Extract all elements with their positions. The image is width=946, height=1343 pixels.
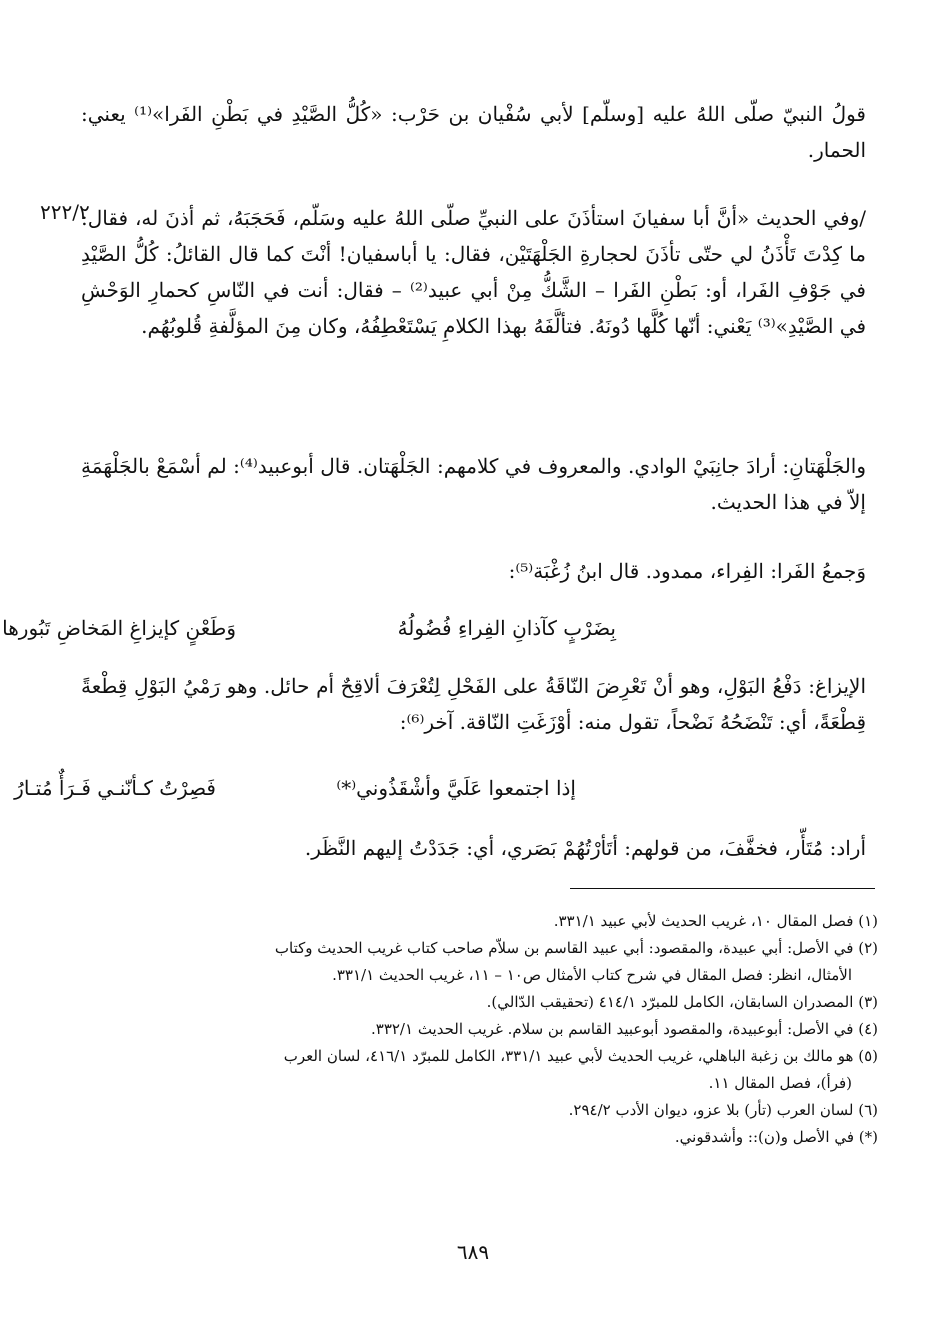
footnote-divider bbox=[570, 888, 875, 889]
footnote-1 bbox=[128, 908, 878, 935]
footnote-text: هو مالك بن زغبة الباهلي، غريب الحديث لأبي عبيد ٣٣١/١، الكامل للمبرّد ٤١٦/١، لسان العرب bbox=[283, 1047, 854, 1065]
verse-1-second-hemistich: وَطَعْنٍ كإيزاغِ المَخاضِ تَبُورها bbox=[2, 616, 236, 640]
paragraph-1: قولُ النبيّ صلّى اللهُ عليه [وسلّم] لأبي سُفْيان بن حَرْب: «كُلُّ الصَّيْدِ في بَطْنِ الفَرا»⁽¹⁾ يعني: الحمار. bbox=[81, 102, 866, 162]
footnote-number: (٣) bbox=[858, 993, 878, 1011]
footnote-continuation: الأمثال، انظر: فصل المقال في شرح كتاب الأمثال ص١٠ – ١١، غريب الحديث ٣٣١/١. bbox=[332, 966, 852, 984]
footnote-number: (١) bbox=[858, 912, 878, 930]
footnote-number: (*) bbox=[858, 1128, 878, 1146]
footnote-2 bbox=[128, 935, 878, 989]
footnote-text: في الأصل و(ن):: وأشدقوني. bbox=[674, 1128, 854, 1146]
footnote-5 bbox=[128, 1043, 878, 1097]
footnotes bbox=[128, 908, 878, 1151]
footnote-6 bbox=[128, 1097, 878, 1124]
footnote-number: (٦) bbox=[858, 1101, 878, 1119]
paragraph-5: الإيزاغ: دَفْعُ البَوْلِ، وهو أنْ تَعْرِضَ النّاقَةُ على الفَحْلِ لِتُعْرَفَ ألاقِحٌ أم حائل. وهو رَمْيُ البَوْلِ قِطْعةً قِطْعَةً، أي: تَنْضَحُهُ نَضْحاً، تقول منه: أوْزَغَتِ النّاقة. آخر⁽⁶⁾: bbox=[81, 674, 866, 734]
paragraph-4: وَجمعُ الفَرا: الفِراء، ممدود. قال ابنُ زُغْبَة⁽⁵⁾: bbox=[508, 559, 866, 583]
footnote-continuation: (فرأ)، فصل المقال ١١. bbox=[708, 1074, 852, 1092]
footnote-star bbox=[128, 1124, 878, 1151]
footnote-4 bbox=[128, 1016, 878, 1043]
paragraph-2: /وفي الحديث «أنَّ أبا سفيانَ استأذَنَ على النبيِّ صلّى اللهُ عليه وسَلّم، فَحَجَبَهُ، ثم أذنَ له، فقال: ما كِدْتَ تَأْذَنُ لي حتّى تأذَنَ لحجارةِ الجَلْهَتَيْن، فقال: يا أباسفيان! أنْتَ كما قال القائلُ: كُلُّ الصَّيْدِ في جَوْفِ الفَرا، أو: بَطْنِ الفَرا – الشَّكُّ مِنْ أبي عبيد⁽²⁾ – فقال: أنت في النّاسِ كحمارِ الوَحْشِ في الصَّيْدِ»⁽³⁾ يَعْني: أنّها كُلَّها دُونَهُ. فتألَّفَهُ بهذا الكلامِ يَسْتَعْطِفُهُ، وكان مِنَ المؤلَّفةِ قُلوبُهُم. bbox=[81, 206, 866, 338]
footnote-text: فصل المقال ١٠، غريب الحديث لأبي عبيد ٣٣١/١. bbox=[553, 912, 854, 930]
footnote-text: في الأصل: أبوعبيدة، والمقصود أبوعبيد القاسم بن سلام. غريب الحديث ٣٣٢/١. bbox=[370, 1020, 854, 1038]
footnote-text: المصدران السابقان، الكامل للمبرّد ٤١٤/١ (تحقيقب الدّالي). bbox=[486, 993, 854, 1011]
footnote-text: لسان العرب (تأر) بلا عزو، ديوان الأدب ٢٩٤/٢. bbox=[568, 1101, 854, 1119]
footnote-number: (٤) bbox=[858, 1020, 878, 1038]
paragraph-3: والجَلْهَتانِ: أرادَ جانِبَيْ الوادي. والمعروف في كلامهم: الجَلْهَتان. قال أبوعبيد⁽⁴⁾: لم أسْمَعْ بالجَلْهَمَةِ إلاّ في هذا الحديث. bbox=[81, 454, 867, 514]
page-number: ٦٨٩ bbox=[456, 1240, 490, 1264]
verse-2-second-hemistich: فَصِرْتُ كـأنّنـي فَـرَأٌ مُتـارُ bbox=[14, 776, 216, 800]
footnote-number: (٥) bbox=[858, 1047, 878, 1065]
footnote-3 bbox=[128, 989, 878, 1016]
paragraph-6: أراد: مُتَأّر، فخفَّفَ، من قولهم: أتَأرْتُهُمْ بَصَري، أي: جَدَدْتُ إليهم النَّظَر. bbox=[304, 836, 866, 860]
side-reference: ٢٢٢/٢ bbox=[40, 200, 90, 224]
footnote-number: (٢) bbox=[858, 939, 878, 957]
verse-2-first-hemistich: إذا اجتمعوا عَلَيَّ وأشْقَذُوني⁽*⁾ bbox=[336, 776, 576, 800]
footnote-text: في الأصل: أبي عبيدة، والمقصود: أبي عبيد القاسم بن سلاّم صاحب كتاب غريب الحديث وكتاب bbox=[274, 939, 854, 957]
verse-1-first-hemistich: بِضَرْبٍ كآذانِ الفِراءِ فُضُولُهُ bbox=[397, 616, 616, 640]
